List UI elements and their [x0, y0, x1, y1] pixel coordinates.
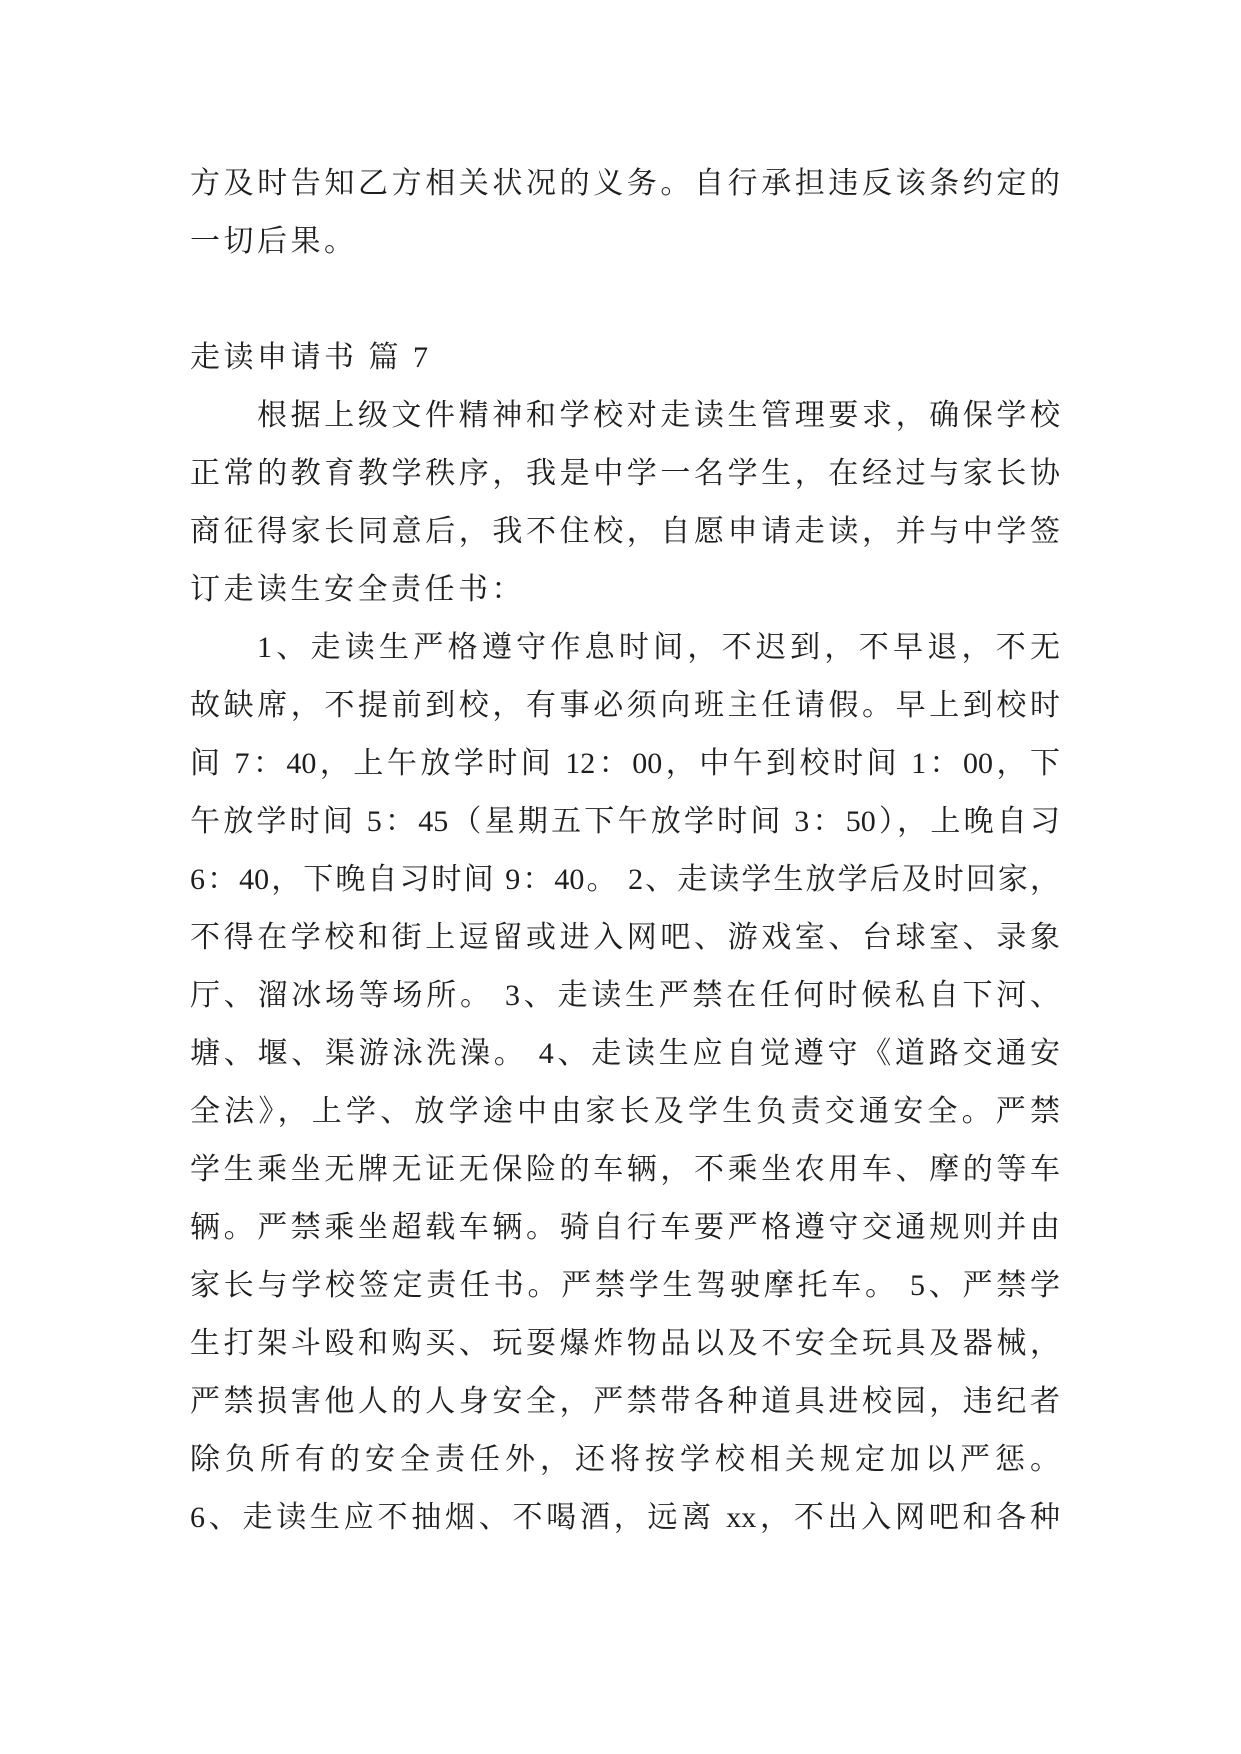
section-heading: 走读申请书 篇 7	[190, 341, 432, 374]
paragraph-line: 塘、堰、渠游泳洗澡。 4、走读生应自觉遵守《道路交通安	[190, 1037, 1060, 1070]
paragraph-line: 严禁损害他人的人身安全，严禁带各种道具进校园，违纪者	[190, 1385, 1060, 1418]
paragraph-line: 一切后果。	[190, 225, 358, 258]
document-body	[190, 155, 1060, 1547]
paragraph-line: 正常的教育教学秩序，我是中学一名学生，在经过与家长协	[190, 457, 1060, 490]
blank-line	[190, 271, 1060, 329]
paragraph-line: 订走读生安全责任书：	[190, 573, 525, 606]
paragraph-line: 1、走读生严格遵守作息时间，不迟到，不早退，不无	[257, 631, 1060, 664]
paragraph-line: 故缺席，不提前到校，有事必须向班主任请假。早上到校时	[190, 689, 1060, 722]
paragraph-line: 家长与学校签定责任书。严禁学生驾驶摩托车。 5、严禁学	[190, 1269, 1060, 1302]
paragraph-line: 辆。严禁乘坐超载车辆。骑自行车要严格遵守交通规则并由	[190, 1211, 1060, 1244]
paragraph-line: 除负所有的安全责任外，还将按学校相关规定加以严惩。	[190, 1443, 1060, 1476]
paragraph-line: 商征得家长同意后，我不住校，自愿申请走读，并与中学签	[190, 515, 1060, 548]
paragraph-line: 午放学时间 5：45（星期五下午放学时间 3：50），上晚自习	[190, 805, 1060, 838]
intro-paragraph	[190, 387, 1060, 619]
paragraph-line: 6：40，下晚自习时间 9：40。 2、走读学生放学后及时回家，	[190, 863, 1060, 896]
rules-paragraph	[190, 619, 1060, 1547]
paragraph-line: 6、走读生应不抽烟、不喝酒，远离 xx，不出入网吧和各种	[190, 1501, 1060, 1534]
paragraph-line: 根据上级文件精神和学校对走读生管理要求，确保学校	[257, 399, 1060, 432]
paragraph-line: 不得在学校和街上逗留或进入网吧、游戏室、台球室、录象	[190, 921, 1060, 954]
paragraph-line: 生打架斗殴和购买、玩耍爆炸物品以及不安全玩具及器械，	[190, 1327, 1060, 1360]
continued-paragraph	[190, 155, 1060, 271]
paragraph-line: 方及时告知乙方相关状况的义务。自行承担违反该条约定的	[190, 167, 1060, 200]
paragraph-line: 全法》，上学、放学途中由家长及学生负责交通安全。严禁	[190, 1095, 1060, 1128]
paragraph-line: 厅、溜冰场等场所。 3、走读生严禁在任何时候私自下河、	[190, 979, 1060, 1012]
paragraph-line: 间 7：40，上午放学时间 12：00，中午到校时间 1：00，下	[190, 747, 1060, 780]
paragraph-line: 学生乘坐无牌无证无保险的车辆，不乘坐农用车、摩的等车	[190, 1153, 1060, 1186]
